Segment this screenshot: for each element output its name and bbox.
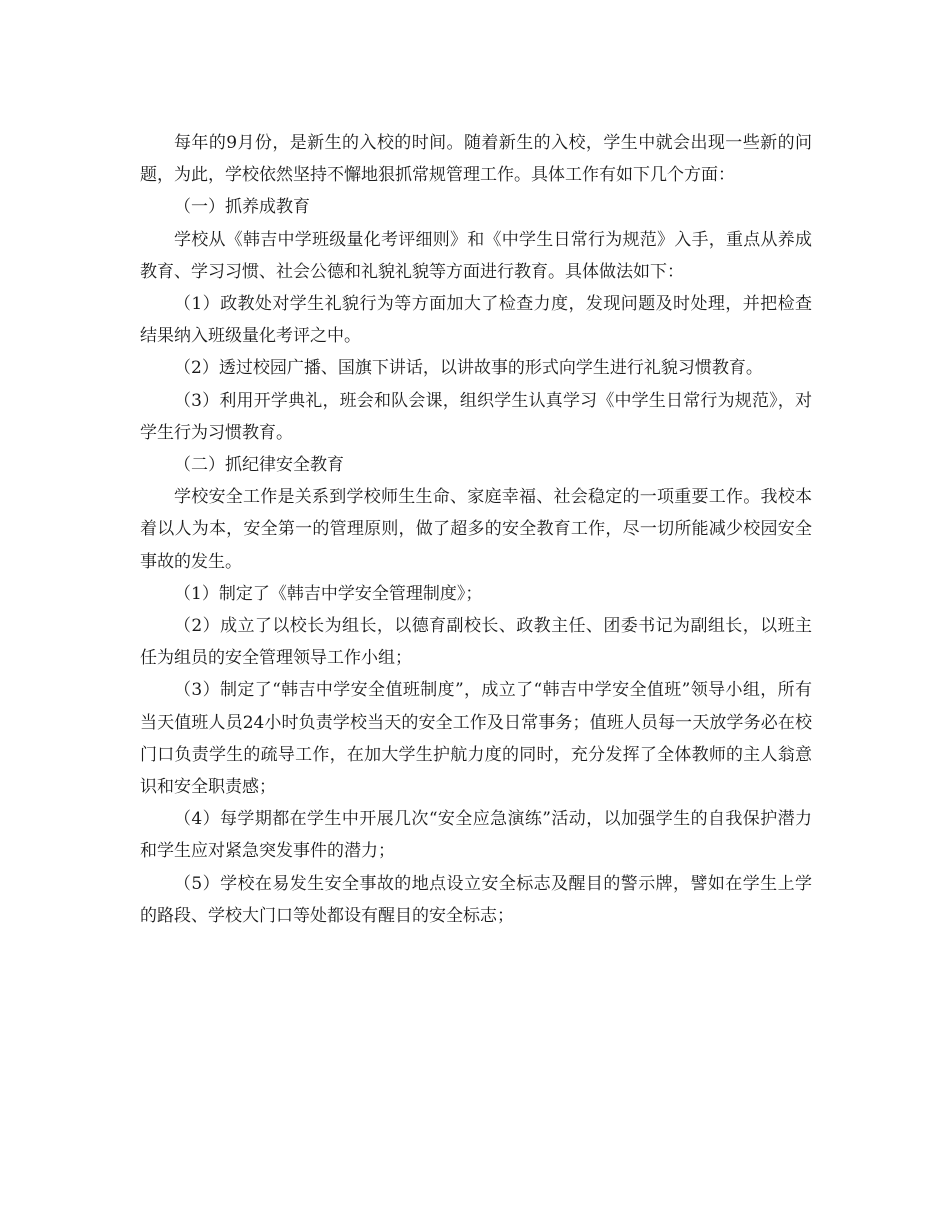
section-heading-habit-education: （一）抓养成教育 [174,197,310,218]
safety-item-5: （5）学校在易发生安全事故的地点设立安全标志及醒目的警示牌，譬如在学生上学的路段、学校大门口等处都设有醒目的安全标志； [140,873,812,926]
habit-item-1: （1）政教处对学生礼貌行为等方面加大了检查力度，发现问题及时处理，并把检查结果纳入班级量化考评之中。 [140,294,812,347]
document-page [140,127,812,932]
safety-education-paragraph: 学校安全工作是关系到学校师生生命、家庭幸福、社会稳定的一项重要工作。我校本着以人为本，安全第一的管理原则，做了超多的安全教育工作，尽一切所能减少校园安全事故的发生。 [140,487,812,572]
safety-item-3: （3）制定了“韩吉中学安全值班制度”，成立了“韩吉中学安全值班”领导小组，所有当天值班人员24小时负责学校当天的安全工作及日常事务；值班人员每一天放学务必在校门口负责学生的疏导工作，在加大学生护航力度的同时，充分发挥了全体教师的主人翁意识和安全职责感； [140,680,812,798]
safety-item-1: （1）制定了《韩吉中学安全管理制度》； [174,583,483,604]
safety-item-2: （2）成立了以校长为组长，以德育副校长、政教主任、团委书记为副组长，以班主任为组员的安全管理领导工作小组； [140,616,812,669]
section-heading-safety-education: （二）抓纪律安全教育 [174,455,344,476]
habit-education-paragraph: 学校从《韩吉中学班级量化考评细则》和《中学生日常行为规范》入手，重点从养成教育、学习习惯、社会公德和礼貌礼貌等方面进行教育。具体做法如下： [140,229,812,282]
habit-item-2: （2）透过校园广播、国旗下讲话，以讲故事的形式向学生进行礼貌习惯教育。 [174,358,763,379]
safety-item-4: （4）每学期都在学生中开展几次“安全应急演练”活动，以加强学生的自我保护潜力和学生应对紧急突发事件的潜力； [140,809,812,862]
intro-paragraph: 每年的9月份，是新生的入校的时间。随着新生的入校，学生中就会出现一些新的问题，为此，学校依然坚持不懈地狠抓常规管理工作。具体工作有如下几个方面： [140,133,812,186]
habit-item-3: （3）利用开学典礼，班会和队会课，组织学生认真学习《中学生日常行为规范》，对学生行为习惯教育。 [140,390,812,443]
